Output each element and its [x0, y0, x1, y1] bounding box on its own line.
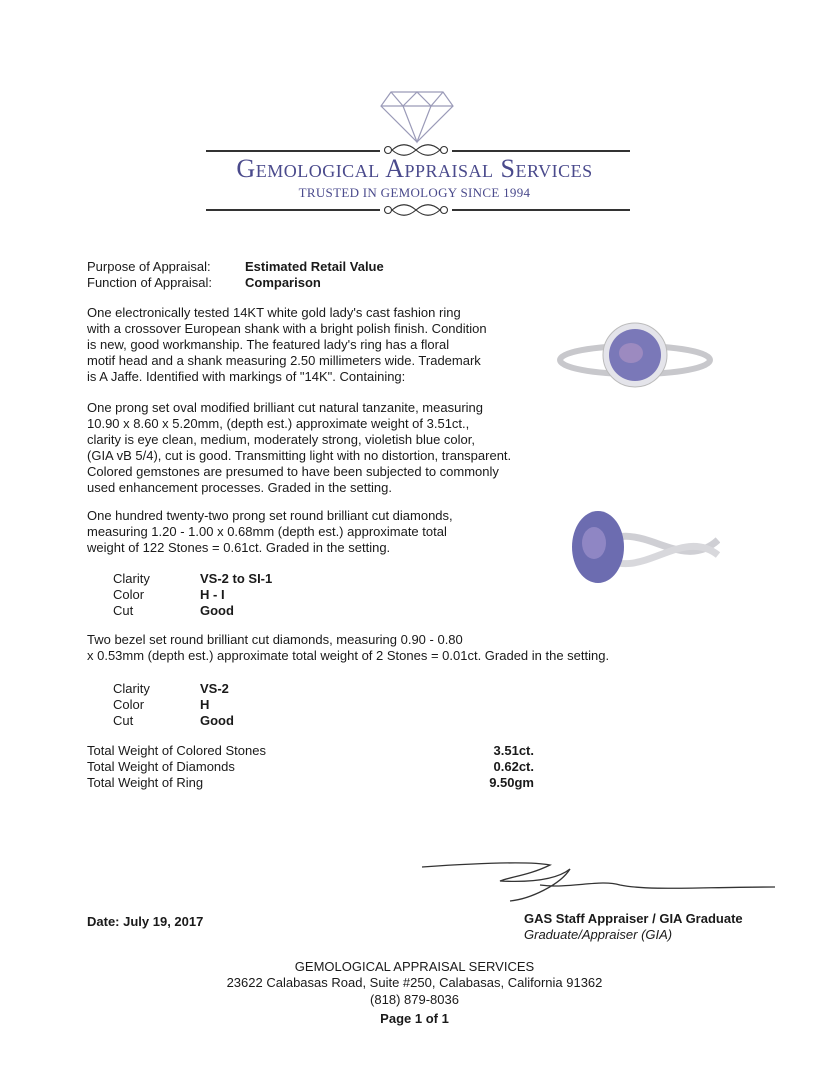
- function-value: Comparison: [245, 275, 321, 290]
- text-line: clarity is eye clean, medium, moderately strong, violetish blue color,: [87, 432, 476, 447]
- ring-photo-side: [560, 505, 720, 595]
- grade-value: Good: [200, 603, 234, 618]
- bottom-rule-right: [452, 209, 630, 211]
- page-number: Page 1 of 1: [380, 1011, 449, 1026]
- ornament-icon: [380, 203, 452, 217]
- total-label: Total Weight of Colored Stones: [87, 743, 266, 758]
- text-line: Colored gemstones are presumed to have been subjected to commonly: [87, 464, 499, 479]
- top-rule-right: [452, 150, 630, 152]
- grade-label: Cut: [113, 713, 134, 728]
- text-line: x 0.53mm (depth est.) approximate total weight of 2 Stones = 0.01ct. Graded in the setting.: [87, 648, 610, 663]
- diamond-logo-icon: [377, 86, 457, 146]
- appraiser-subtitle: Graduate/Appraiser (GIA): [524, 927, 673, 942]
- purpose-label: Purpose of Appraisal:: [87, 259, 211, 274]
- diamonds-description: [87, 508, 453, 556]
- text-line: One prong set oval modified brilliant cut natural tanzanite, measuring: [87, 400, 483, 415]
- appraiser-title: GAS Staff Appraiser / GIA Graduate: [524, 911, 743, 926]
- text-line: One electronically tested 14KT white gold lady's cast fashion ring: [87, 305, 461, 320]
- footer-phone: (818) 879-8036: [370, 992, 459, 1007]
- purpose-value: Estimated Retail Value: [245, 259, 384, 274]
- bezel-diamonds-description: [87, 632, 609, 664]
- company-tagline: TRUSTED IN GEMOLOGY SINCE 1994: [298, 185, 531, 200]
- grade-label: Color: [113, 697, 145, 712]
- bottom-rule-left: [206, 209, 380, 211]
- text-line: motif head and a shank measuring 2.50 millimeters wide. Trademark: [87, 353, 481, 368]
- text-line: is new, good workmanship. The featured lady's ring has a floral: [87, 337, 450, 352]
- appraisal-date: Date: July 19, 2017: [87, 914, 204, 929]
- text-line: (GIA vB 5/4), cut is good. Transmitting light with no distortion, transparent.: [87, 448, 512, 463]
- grade-label: Clarity: [113, 681, 150, 696]
- total-value: 3.51ct.: [493, 743, 534, 758]
- function-label: Function of Appraisal:: [87, 275, 213, 290]
- total-label: Total Weight of Diamonds: [87, 759, 235, 774]
- company-logo-title: Gemological Appraisal Services: [236, 154, 593, 183]
- grade-value: VS-2: [200, 681, 229, 696]
- text-line: is A Jaffe. Identified with markings of "14K". Containing:: [87, 369, 406, 384]
- grade-value: VS-2 to SI-1: [200, 571, 273, 586]
- grade-value: H: [200, 697, 210, 712]
- signature: [420, 855, 780, 905]
- ring-photo-top: [555, 315, 715, 405]
- text-line: measuring 1.20 - 1.00 x 0.68mm (depth est.) approximate total: [87, 524, 447, 539]
- footer-company: GEMOLOGICAL APPRAISAL SERVICES: [294, 959, 535, 974]
- text-line: One hundred twenty-two prong set round brilliant cut diamonds,: [87, 508, 453, 523]
- grade-label: Cut: [113, 603, 134, 618]
- grade-value: H - I: [200, 587, 225, 602]
- text-line: 10.90 x 8.60 x 5.20mm, (depth est.) approximate weight of 3.51ct.,: [87, 416, 470, 431]
- text-line: Two bezel set round brilliant cut diamonds, measuring 0.90 - 0.80: [87, 632, 463, 647]
- ring-description: [87, 305, 487, 385]
- grade-label: Color: [113, 587, 145, 602]
- grade-label: Clarity: [113, 571, 150, 586]
- top-rule-left: [206, 150, 380, 152]
- text-line: used enhancement processes. Graded in the setting.: [87, 480, 392, 495]
- tanzanite-description: [87, 400, 511, 496]
- grade-value: Good: [200, 713, 234, 728]
- total-value: 0.62ct.: [493, 759, 534, 774]
- footer-address: 23622 Calabasas Road, Suite #250, Calabasas, California 91362: [226, 975, 603, 990]
- total-value: 9.50gm: [489, 775, 534, 790]
- text-line: weight of 122 Stones = 0.61ct. Graded in the setting.: [87, 540, 391, 555]
- text-line: with a crossover European shank with a bright polish finish. Condition: [87, 321, 487, 336]
- total-label: Total Weight of Ring: [87, 775, 204, 790]
